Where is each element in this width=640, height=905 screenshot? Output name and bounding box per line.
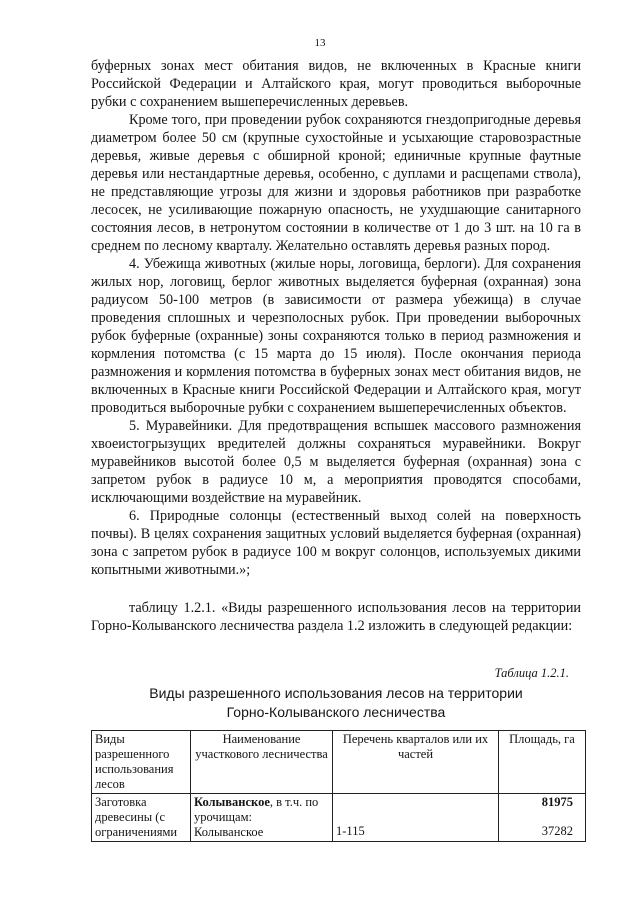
paragraph-anthills: 5. Муравейники. Для предотвращения вспышек массового размножения хвоеистогрызущих вредителей должны сохраняться муравейники. Вокруг муравейников высотой более 0,5 м выделяется буферная (охранная) зона с запретом рубок в радиусе 10 м, а мероприятия проводятся способами, исключающими воздействие на муравейник.: [91, 418, 581, 506]
page-number: 13: [314, 37, 326, 49]
forestry-sub-name: Колыванское: [194, 825, 264, 839]
header-area: Площадь, га: [499, 731, 586, 794]
cell-forestry: [191, 794, 333, 842]
table-label: Таблица 1.2.1.: [494, 666, 569, 680]
document-body: [91, 57, 581, 635]
table-row: [92, 794, 586, 842]
forestry-name: Колыванское: [194, 795, 270, 809]
table-header-row: [92, 731, 586, 794]
paragraph-nesting-trees: Кроме того, при проведении рубок сохраняются гнездопригодные деревья диаметром более 50 см (крупные сухостойные и усыхающие старовозрастные деревья, живые деревья с обширной кроной; единичные крупные фаутные деревья или нестандартные деревья, особенно, с дуплами и расщепами ствола), не представляющие угрозы для жизни и здоровья работников при разработке лесосек, не усиливающие пожарную опасность, не ухудшающие санитарного состояния лесов, в нетронутом состоянии в количестве от 1 до 3 шт. на 10 га в среднем по лесному кварталу. Желательно оставлять деревья разных пород.: [91, 112, 581, 254]
cell-area: [499, 794, 586, 842]
table-title-line-1: Виды разрешенного использования лесов на территории: [149, 685, 523, 701]
paragraph-continuation: буферных зонах мест обитания видов, не включенных в Красные книги Российской Федерации и Алтайского края, могут проводиться выборочные рубки с сохранением вышеперечисленных деревьев.: [91, 58, 581, 110]
header-use-type: Виды разрешенного использования лесов: [92, 731, 191, 794]
header-forestry-name: Наименование участкового лесничества: [191, 731, 333, 794]
paragraph-animal-shelters: 4. Убежища животных (жилые норы, логовища, берлоги). Для сохранения жилых нор, логовищ, берлог животных выделяется буферная (охранная) зона радиусом 50-100 метров (в зависимости от размера убежища) в случае проведения сплошных и черезполосных рубок. При проведении выборочных рубок буферные (охранные) зоны сохраняются только в период размножения и кормления потомства (с 15 марта до 15 июля). После окончания периода размножения и кормления потомства в буферных зонах мест обитания видов, не включенных в Красные книги Российской Федерации и Алтайского края, могут проводиться выборочные рубки с сохранением вышеперечисленных объектов.: [91, 256, 581, 416]
forest-use-table: [91, 730, 586, 842]
paragraph-salt-licks: 6. Природные солонцы (естественный выход солей на поверхность почвы). В целях сохранения защитных условий выделяется буферная (охранная) зона с запретом рубок в радиусе 100 м вокруг солонцов, используемых дикими копытными животными.»;: [91, 508, 581, 578]
cell-quarters: [333, 794, 499, 842]
area-sub: 37282: [541, 824, 573, 838]
quarters-value: 1-115: [336, 824, 365, 838]
cell-use-type: Заготовка древесины (с ограничениями: [92, 794, 191, 842]
paragraph-table-amendment: таблицу 1.2.1. «Виды разрешенного использования лесов на территории Горно-Колыванского лесничества раздела 1.2 изложить в следующей редакции:: [91, 600, 581, 634]
forestry-suffix: , в т.ч. по урочищам:: [194, 795, 319, 824]
table-title: [91, 684, 581, 722]
header-quarters: Перечень кварталов или их частей: [333, 731, 499, 794]
table-title-line-2: Горно-Колыванского лесничества: [226, 704, 446, 720]
area-total: 81975: [541, 795, 573, 809]
